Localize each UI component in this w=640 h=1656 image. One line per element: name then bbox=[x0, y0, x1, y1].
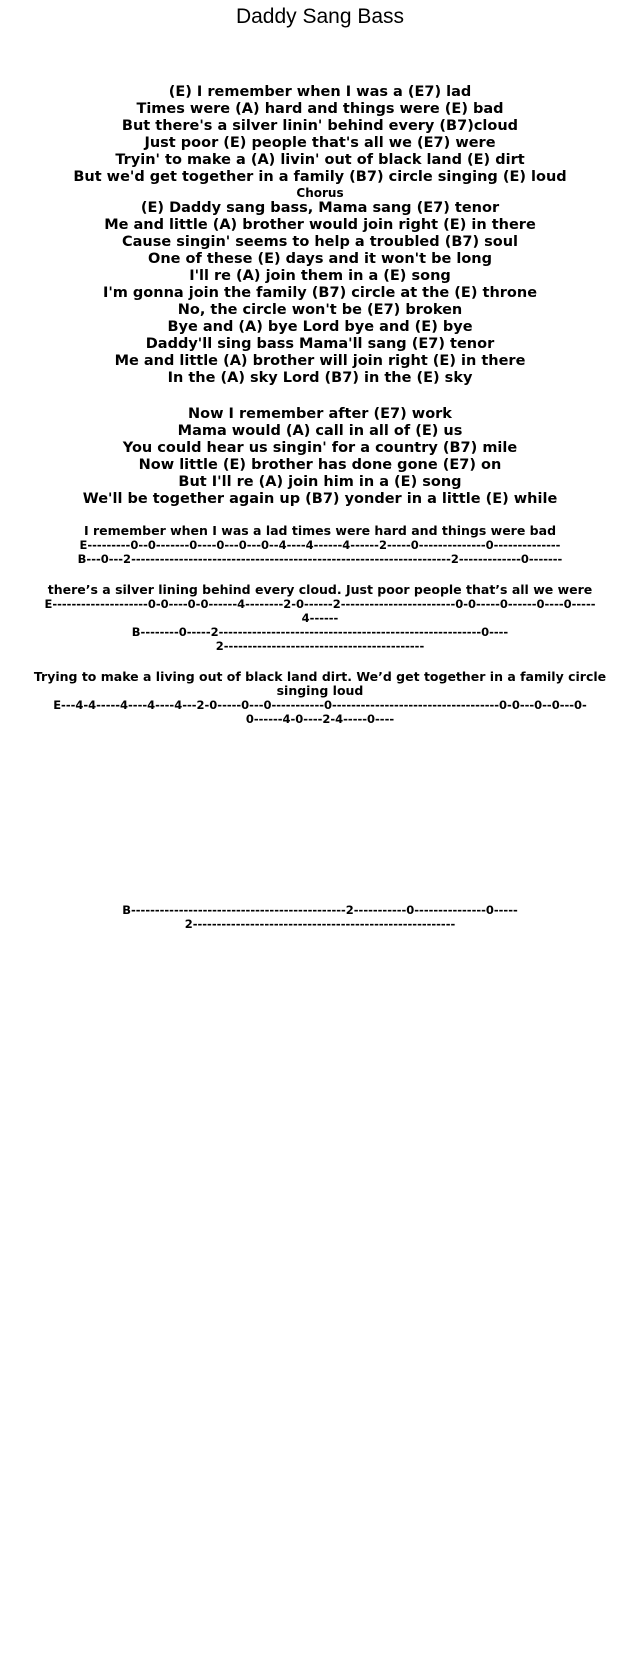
lyric-line: We'll be together again up (B7) yonder in a little (E) while bbox=[82, 491, 558, 507]
tab-line: B--------0-----2-------------------------------------------------------0---- bbox=[131, 625, 509, 639]
tab-lyric: Trying to make a living out of black land dirt. We’d get together in a family circle singing loud bbox=[33, 669, 607, 698]
lyric-line: No, the circle won't be (E7) broken bbox=[177, 302, 463, 318]
lyric-line: Tryin' to make a (A) livin' out of black land (E) dirt bbox=[115, 152, 525, 168]
tab-line: 2------------------------------------------------------- bbox=[184, 917, 456, 931]
tab-line: 0------4-0----2-4-----0---- bbox=[245, 712, 395, 726]
lyric-line: One of these (E) days and it won't be long bbox=[148, 251, 492, 267]
lyric-line: You could hear us singin' for a country (B7) mile bbox=[122, 440, 518, 456]
tab-line: 4------ bbox=[301, 611, 339, 625]
tab-section-3 bbox=[0, 670, 640, 726]
lyric-line: (E) Daddy sang bass, Mama sang (E7) tenor bbox=[140, 200, 500, 216]
lyric-line: Me and little (A) brother would join right (E) in there bbox=[104, 217, 536, 233]
tab-line: B---------------------------------------------2-----------0---------------0----- bbox=[122, 903, 518, 917]
lyric-line: Bye and (A) bye Lord bye and (E) bye bbox=[167, 319, 473, 335]
tab-lyric: I remember when I was a lad times were hard and things were bad bbox=[83, 523, 557, 538]
tab-line: B---0---2-------------------------------------------------------------------2-------------0------- bbox=[77, 552, 563, 566]
tab-section-1 bbox=[0, 524, 640, 566]
lyric-line: In the (A) sky Lord (B7) in the (E) sky bbox=[167, 370, 473, 386]
tab-section-4 bbox=[0, 903, 640, 931]
tab-line: E---------0--0-------0----0---0---0--4----4------4------2-----0--------------0-------------- bbox=[79, 538, 561, 552]
lyric-line: (E) I remember when I was a (E7) lad bbox=[168, 84, 472, 100]
verse-1 bbox=[0, 84, 640, 387]
lyric-line: But there's a silver linin' behind every (B7)cloud bbox=[121, 118, 519, 134]
lyric-line: I'm gonna join the family (B7) circle at the (E) throne bbox=[102, 285, 538, 301]
lyric-line: Me and little (A) brother will join right (E) in there bbox=[114, 353, 526, 369]
tab-line: E---4-4-----4----4----4---2-0-----0---0-----------0-----------------------------------0-0---0--0---0- bbox=[53, 698, 587, 712]
lyric-line: Mama would (A) call in all of (E) us bbox=[177, 423, 463, 439]
chorus-label: Chorus bbox=[296, 186, 344, 200]
lyric-line: Just poor (E) people that's all we (E7) were bbox=[144, 135, 496, 151]
tab-line: E--------------------0-0----0-0------4--------2-0------2------------------------0-0-----0------0----0----- bbox=[44, 597, 596, 611]
lyric-line: Times were (A) hard and things were (E) bad bbox=[136, 101, 504, 117]
song-title: Daddy Sang Bass bbox=[235, 5, 405, 28]
lyric-line: Now little (E) brother has done gone (E7) on bbox=[138, 457, 502, 473]
verse-2 bbox=[0, 406, 640, 508]
lyric-line: Now I remember after (E7) work bbox=[188, 406, 452, 422]
lyric-line: Daddy'll sing bass Mama'll sang (E7) tenor bbox=[145, 336, 495, 352]
lyric-line: But I'll re (A) join him in a (E) song bbox=[178, 474, 462, 490]
lyric-line: But we'd get together in a family (B7) circle singing (E) loud bbox=[73, 169, 567, 185]
tab-lyric: there’s a silver lining behind every cloud. Just poor people that’s all we were bbox=[47, 582, 593, 597]
lyric-line: Cause singin' seems to help a troubled (B7) soul bbox=[121, 234, 519, 250]
tab-section-2 bbox=[0, 583, 640, 653]
lyric-line: I'll re (A) join them in a (E) song bbox=[189, 268, 451, 284]
tab-line: 2------------------------------------------ bbox=[215, 639, 425, 653]
